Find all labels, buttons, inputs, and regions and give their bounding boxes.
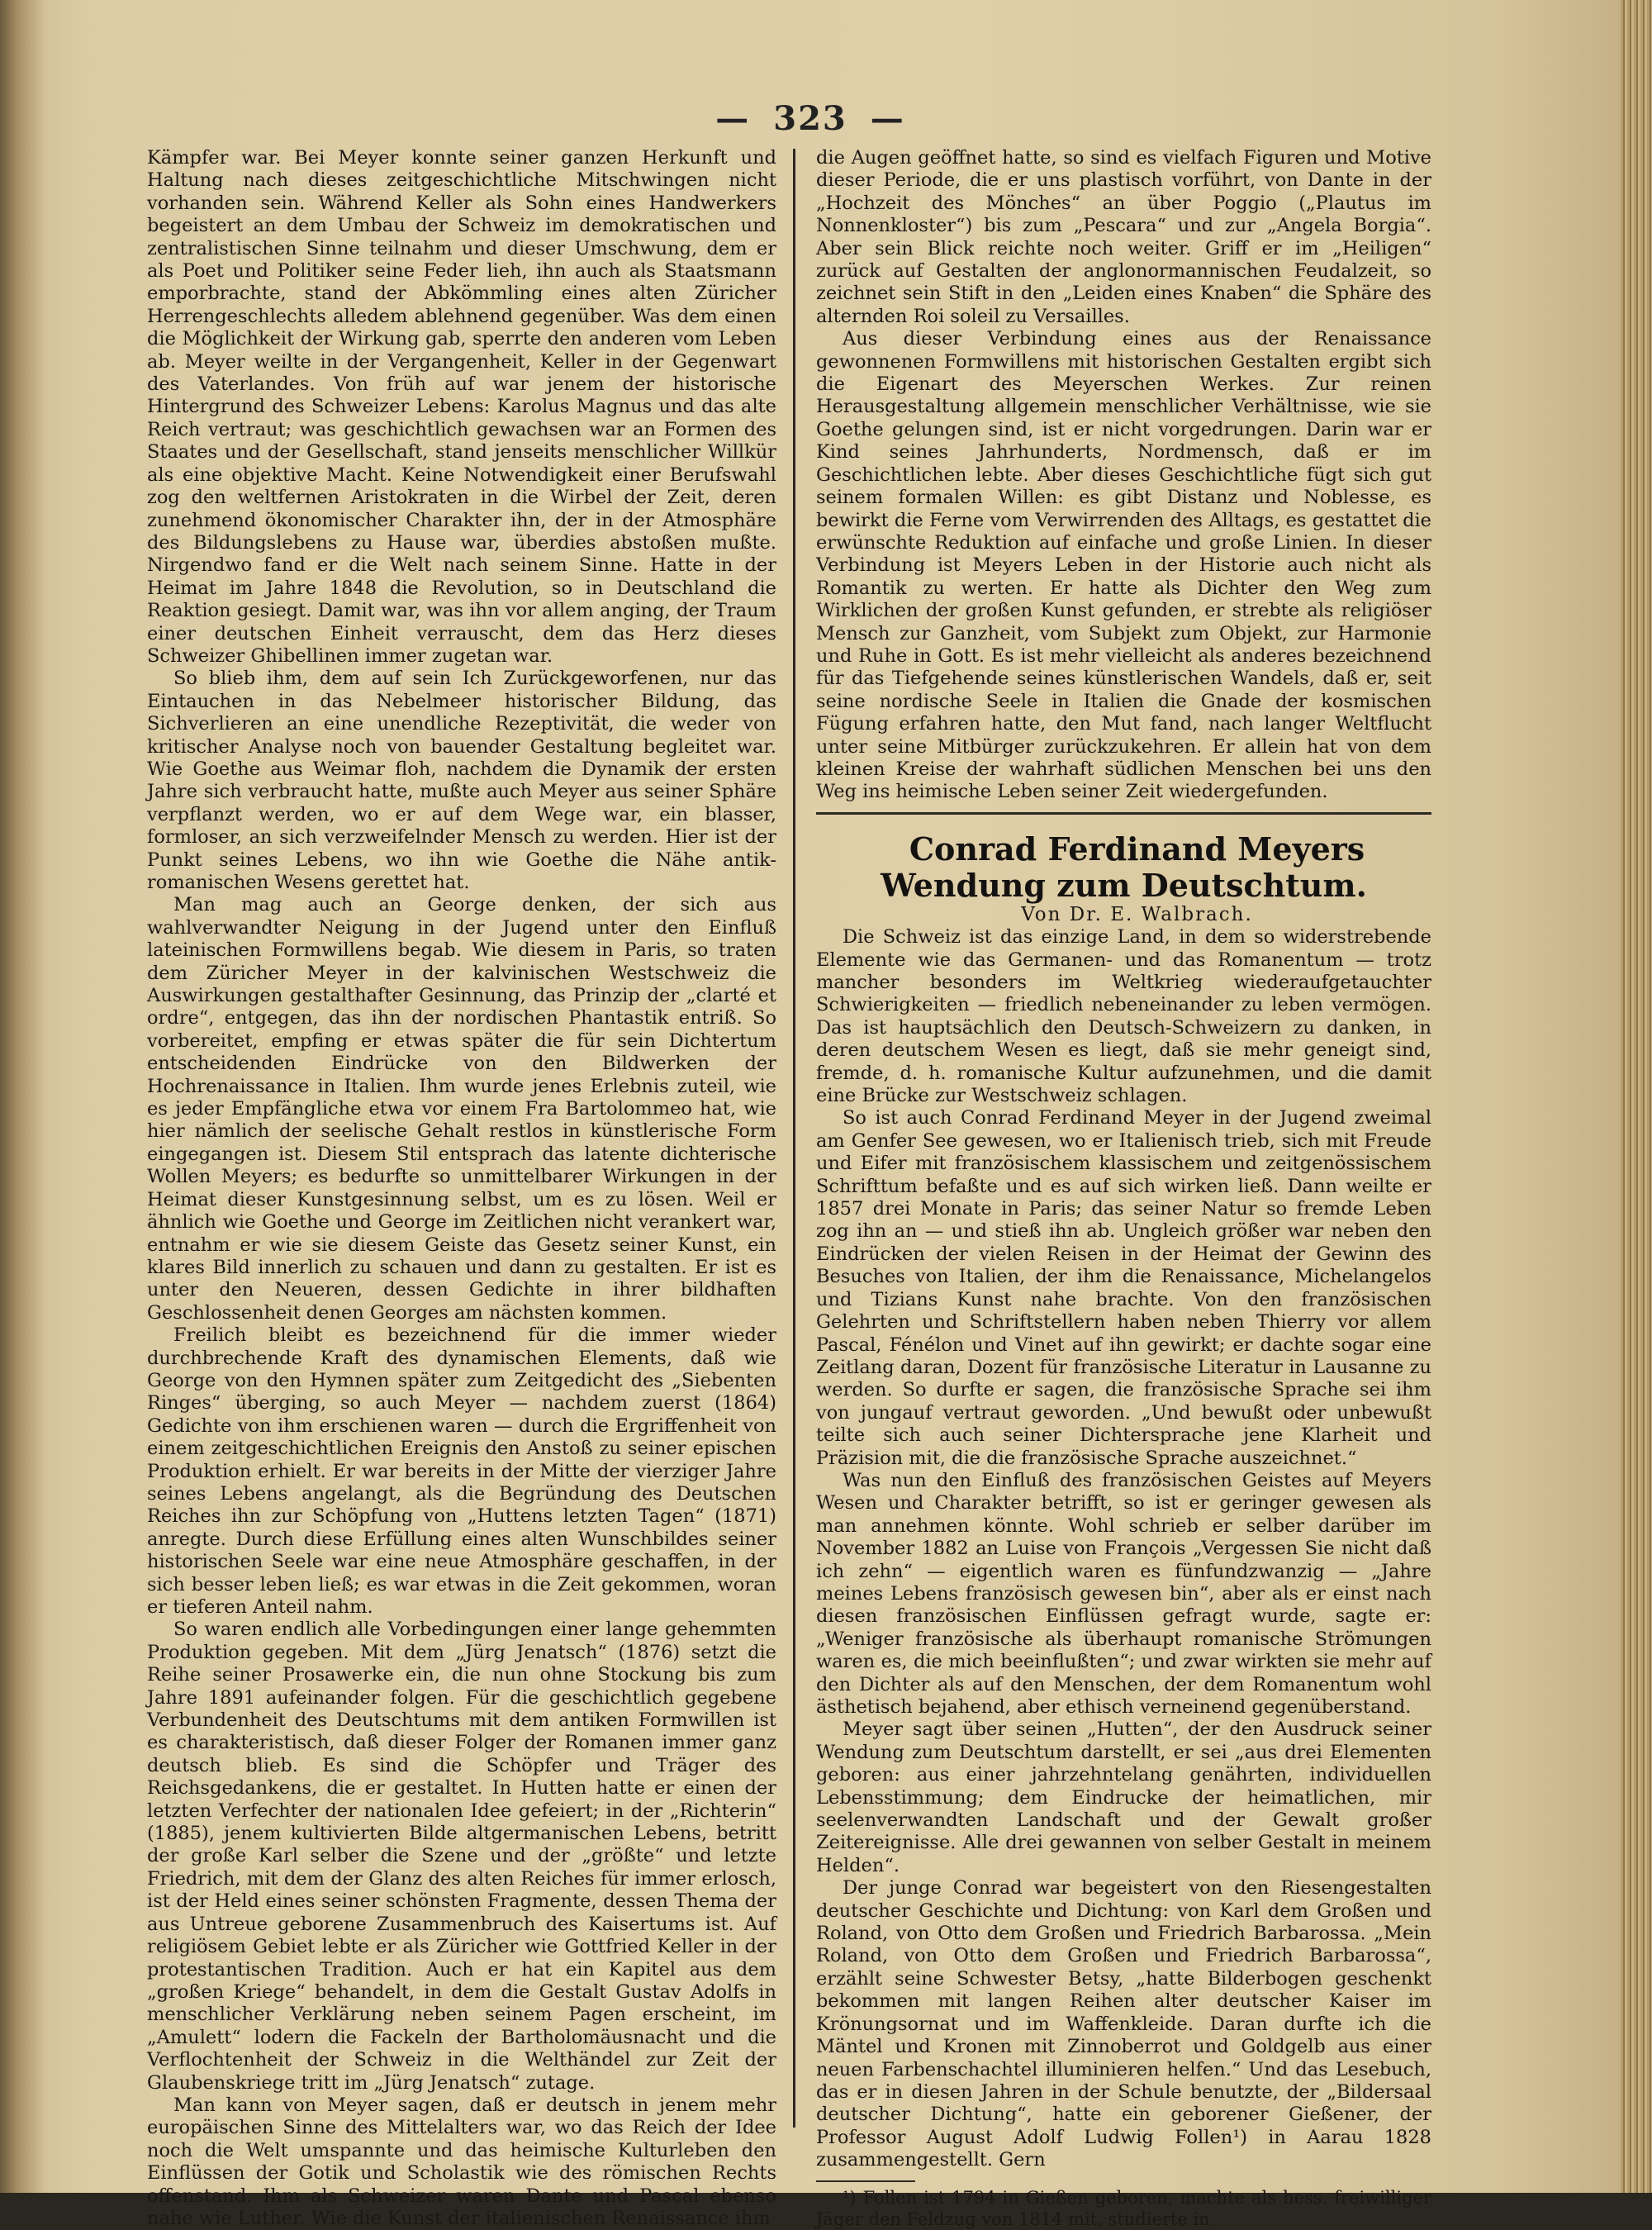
paragraph: Man mag auch an George denken, der sich aus wahlverwandter Neigung in der Jugend unter den Einfluß lateinischen Formwillens begab. Wie diesem in Paris, so traten dem Züricher Meyer in der kalvinischen Westschweiz die Auswirkungen gestalthafter Gesinnung, das Prinzip der „clarté et ordre“, entgegen, das ihn der nordischen Phantastik entriß. So vorbereitet, empfing er etwas später die für sein Dichtertum entscheidenden Eindrücke von den Bildwerken der Hochrenaissance in Italien. Ihm wurde jenes Erlebnis zuteil, wie es jeder Empfängliche etwa vor einem Fra Bartolommeo hat, wie hier nämlich der seelische Gehalt restlos in künstlerische Form eingegangen ist. Diesem Stil entsprach das latente dichterische Wollen Meyers; es bedurfte so unmittelbarer Wirkungen in der Heimat dieser Kunstgesinnung selbst, um es zu lösen. Weil er ähnlich wie Goethe und George im Zeitlichen nicht verankert war, entnahm er wie sie diesem Geiste das Gesetz seiner Kunst, ein klares Bild innerlich zu schauen und dann zu gestalten. Er ist es unter den Neueren, dessen Gedichte in ihrer bildhaften Geschlossenheit denen Georges am nächsten kommen. — [147, 894, 776, 1324]
page-number-value: 323 — [773, 99, 847, 138]
column-divider — [793, 149, 795, 2128]
paragraph: Der junge Conrad war begeistert von den Riesengestalten deutscher Geschichte und Dichtung: von Karl dem Großen und Roland, von Otto dem Großen und Friedrich Barbarossa. „Mein Roland, von Otto dem Großen und Friedrich Barbarossa“, erzählt seine Schwester Betsy, „hatte Bilderbogen geschenkt bekommen mit langen Reihen alter deutscher Kaiser im Krönungsornat und im Waffenkleide. Daran durfte ich die Mäntel und Kronen mit Zinnoberrot und Goldgelb aus einer neuen Farbenschachtel illuminieren helfen.“ Und das Lesebuch, das er in diesen Jahren in der Schule benutzte, der „Bildersaal deutscher Dichtung“, hatte ein geborener Gießener, der Professor August Adolf Ludwig Follen¹) in Aarau 1828 zusammengestellt. Gern — [816, 1877, 1431, 2171]
paragraph: So waren endlich alle Vorbedingungen einer lange gehemmten Produktion gegeben. Mit dem „Jürg Jenatsch“ (1876) setzt die Reihe seiner Prosawerke ein, die nun ohne Stockung bis zum Jahre 1891 aufeinander folgen. Für die geschichtlich gegebene Verbundenheit des Deutschtums mit dem antiken Formwillen ist es charakteristisch, daß dieser Folger der Romanen immer ganz deutsch blieb. Es sind die Schöpfer und Träger des Reichsgedankens, die er gestaltet. In Hutten hatte er einen der letzten Verfechter der nationalen Idee gefeiert; in der „Richterin“ (1885), jenem kultivierten Bilde altgermanischen Lebens, betritt der große Karl selber die Szene und der „größte“ und letzte Friedrich, mit dem der Glanz des alten Reiches für immer erlosch, ist der Held eines seiner schönsten Fragmente, dessen Thema der aus Untreue geborene Zusammenbruch des Kaisertums ist. Auf religiösem Gebiet lebte er als Züricher wie Gottfried Keller in der protestantischen Tradition. Auch er hat ein Kapitel aus dem „großen Kriege“ behandelt, in dem die Gestalt Gustav Adolfs in menschlicher Verklärung neben seinem Pagen erscheint, im „Amulett“ lodern die Fackeln der Bartholomäusnacht und die Verflochtenheit der Schweiz in die Welthändel zur Zeit der Glaubenskriege tritt im „Jürg Jenatsch“ zutage. — [147, 1619, 776, 2094]
paragraph: Freilich bleibt es bezeichnend für die immer wieder durchbrechende Kraft des dynamischen Elements, daß wie George von den Hymnen später zum Zeitgedicht des „Siebenten Ringes“ überging, so auch Meyer — nachdem zuerst (1864) Gedichte von ihm erschienen waren — durch die Ergriffenheit von einem zeitgeschichtlichen Ereignis den Anstoß zu seiner epischen Produktion erhielt. Er war bereits in der Mitte der vierziger Jahre seines Lebens angelangt, als die Begründung des Deutschen Reiches ihn zur Schöpfung von „Huttens letzten Tagen“ (1871) anregte. Durch diese Erfüllung eines alten Wunschbildes seiner historischen Seele war eine neue Atmosphäre geschaffen, in der sich besser leben ließ; es war etwas in die Zeit gekommen, woran er tieferen Anteil nahm. — [147, 1324, 776, 1618]
article-byline: Von Dr. E. Walbrach. — [1021, 903, 1253, 925]
right-column — [816, 147, 1431, 2229]
article-separator — [816, 812, 1431, 815]
paragraph: Was nun den Einfluß des französischen Geistes auf Meyers Wesen und Charakter betrifft, so ist er geringer gewesen als man annehmen könnte. Wohl schrieb er selber darüber im November 1882 an Luise von François „Vergessen Sie nicht daß ich zehn“ — eigentlich waren es fünfundzwanzig — „Jahre meines Lebens französisch gewesen bin“, aber als er einst nach diesen französischen Einflüssen gefragt wurde, sagte er: „Weniger französische als überhaupt romanische Strömungen waren es, die mich beeinflußten“; und zwar wirkten sie mehr auf den Dichter als auf den Menschen, der dem Romanentum wohl ästhetisch bejahend, aber ethisch verneinend gegenüberstand. — [816, 1469, 1431, 1718]
article-headline: Conrad Ferdinand Meyers Wendung zum Deutschtum. — [881, 830, 1367, 904]
paragraph: die Augen geöffnet hatte, so sind es vielfach Figuren und Motive dieser Periode, die er uns plastisch vorführt, von Dante in der „Hochzeit des Mönches“ an über Poggio („Plautus im Nonnenkloster“) bis zum „Pescara“ und zur „Angela Borgia“. Aber sein Blick reichte noch weiter. Griff er im „Heiligen“ zurück auf Gestalten der anglonormannischen Feudalzeit, so zeichnet sein Stift in den „Leiden eines Knaben“ die Sphäre des alternden Roi soleil zu Versailles. — [816, 147, 1431, 327]
paragraph: Die Schweiz ist das einzige Land, in dem so widerstrebende Elemente wie das Germanen- und das Romanentum — trotz mancher besonders im Weltkrieg wiederaufgetauchter Schwierigkeiten — friedlich nebeneinander zu leben vermögen. Das ist hauptsächlich den Deutsch-Schweizern zu danken, in deren deutschem Wesen es liegt, daß sie mehr geneigt sind, fremde, d. h. romanische Kultur aufzunehmen, und die damit eine Brücke zur Westschweiz schlagen. — [816, 926, 1431, 1107]
page-fore-edge — [1621, 0, 1652, 2193]
paragraph: Meyer sagt über seinen „Hutten“, der den Ausdruck seiner Wendung zum Deutschtum darstellt, er sei „aus drei Elementen geboren: aus einer jahrzehntelang genährten, individuellen Lebensstimmung; dem Eindrucke der heimatlichen, mir seelenverwandten Landschaft und der Gewalt großer Zeitereignisse. Alle drei gewannen von selber Gestalt in meinem Helden“. — [816, 1719, 1431, 1876]
footnote: ¹) Follen ist 1794 in Gießen geboren, machte als hess. freiwilliger Jäger den Feldzug von 1814 mit, studierte in — [816, 2187, 1431, 2229]
left-column — [147, 147, 776, 2229]
footnote-rule — [816, 2180, 915, 2182]
paragraph: So blieb ihm, dem auf sein Ich Zurückgeworfenen, nur das Eintauchen in das Nebelmeer historischer Bildung, das Sichverlieren an eine unendliche Rezeptivität, die weder von kritischer Analyse noch von bauender Gestaltung begleitet war. Wie Goethe aus Weimar floh, nachdem die Dynamik der ersten Jahre sich verbraucht hatte, mußte auch Meyer aus seiner Sphäre verpflanzt werden, wo er auf dem Wege war, ein blasser, formloser, an sich verzweifelnder Mensch zu werden. Hier ist der Punkt seines Lebens, wo ihn wie Goethe die Nähe antik-romanischen Wesens gerettet hat. — [147, 668, 776, 893]
paragraph: So ist auch Conrad Ferdinand Meyer in der Jugend zweimal am Genfer See gewesen, wo er Italienisch trieb, sich mit Freude und Eifer mit französischem klassischem und zeitgenössischem Schrifttum befaßte und es auf sich wirken ließ. Dann weilte er 1857 drei Monate in Paris; das seiner Natur so fremde Leben zog ihn an — und stieß ihn ab. Ungleich größer war neben den Eindrücken der vielen Reisen in der Heimat der Gewinn des Besuches von Italien, der ihm die Renaissance, Michelangelos und Tizians Kunst nahe brachte. Von den französischen Gelehrten und Schriftstellern haben neben Thierry vor allem Pascal, Fénélon und Vinet auf ihn gewirkt; er dachte sogar eine Zeitlang daran, Dozent für französische Literatur in Lausanne zu werden. So durfte er sagen, die französische Sprache sei ihm von jungauf vertraut geworden. „Und bewußt oder unbewußt teilte sich auch seiner Dichtersprache jene Klarheit und Präzision mit, die die französische Sprache auszeichnet.“ — [816, 1107, 1431, 1469]
paragraph: Man kann von Meyer sagen, daß er deutsch in jenem mehr europäischen Sinne des Mittelalters war, wo das Reich der Idee noch die Welt umspannte und das heimische Kulturleben den Einflüssen der Gotik und Scholastik wie des römischen Rechts offenstand. Ihm als Schweizer waren Dante und Pascal ebenso nahe wie Luther. Wie die Kunst der italienischen Renaissance ihm — [147, 2094, 776, 2229]
paragraph: Aus dieser Verbindung eines aus der Renaissance gewonnenen Formwillens mit historischen Gestalten ergibt sich die Eigenart des Meyerschen Werkes. Zur reinen Herausgestaltung allgemein menschlicher Verhältnisse, wie sie Goethe gelungen sind, ist er nicht vorgedrungen. Darin war er Kind seines Jahrhunderts, Nordmensch, daß er im Geschichtlichen lebte. Aber dieses Geschichtliche fügt sich gut seinem formalen Willen: es gibt Distanz und Noblesse, es bewirkt die Ferne vom Verwirrenden des Alltags, es gestattet die erwünschte Reduktion auf einfache und große Linien. In dieser Verbindung ist Meyers Leben in der Historie auch nicht als Romantik zu werten. Er hatte als Dichter den Weg zum Wirklichen der großen Kunst gefunden, er strebte als religiöser Mensch zur Ganzheit, vom Subjekt zum Objekt, zur Harmonie und Ruhe in Gott. Es ist mehr vielleicht als anderes bezeichnend für das Tiefgehende seines künstlerischen Wandels, daß er, seit seine nordische Seele in Italien die Gnade der kosmischen Fügung erfahren hatte, den Mut fand, nach langer Weltflucht unter seine Mitbürger zurückzukehren. Er allein hat von dem kleinen Kreise der wahrhaft südlichen Menschen bei uns den Weg ins heimische Leben seiner Zeit wiedergefunden. — [816, 328, 1431, 803]
page-number: — 323 — — [715, 99, 905, 138]
paragraph: Kämpfer war. Bei Meyer konnte seiner ganzen Herkunft und Haltung nach dieses zeitgeschichtliche Mitschwingen nicht vorhanden sein. Während Keller als Sohn eines Handwerkers begeistert an dem Umbau der Schweiz im demokratischen und zentralistischen Sinne teilnahm und dieser Umschwung, dem er als Poet und Politiker seine Feder lieh, ihn auch als Staatsmann emporbrachte, stand der Abkömmling eines alten Züricher Herrengeschlechts alledem ablehnend gegenüber. Was dem einen die Möglichkeit der Wirkung gab, sperrte den anderen vom Leben ab. Meyer weilte in der Vergangenheit, Keller in der Gegenwart des Vaterlandes. Von früh auf war jenem der historische Hintergrund des Schweizer Lebens: Karolus Magnus und das alte Reich vertraut; was geschichtlich gewachsen war an Formen des Staates und der Gesellschaft, stand jenseits menschlicher Willkür als eine objektive Macht. Keine Notwendigkeit einer Berufswahl zog den weltfernen Aristokraten in die Wirbel der Zeit, deren zunehmend ökonomischer Charakter ihn, der in der Atmosphäre des Bildungslebens zu Hause war, überdies abstoßen mußte. Nirgendwo fand er die Welt nach seinem Sinne. Hatte in der Heimat im Jahre 1848 die Revolution, so in Deutschland die Reaktion gesiegt. Damit war, was ihn vor allem anging, der Traum einer deutschen Einheit verrauscht, dem das Herz dieses Schweizer Ghibellinen immer zugetan war. — [147, 147, 776, 667]
